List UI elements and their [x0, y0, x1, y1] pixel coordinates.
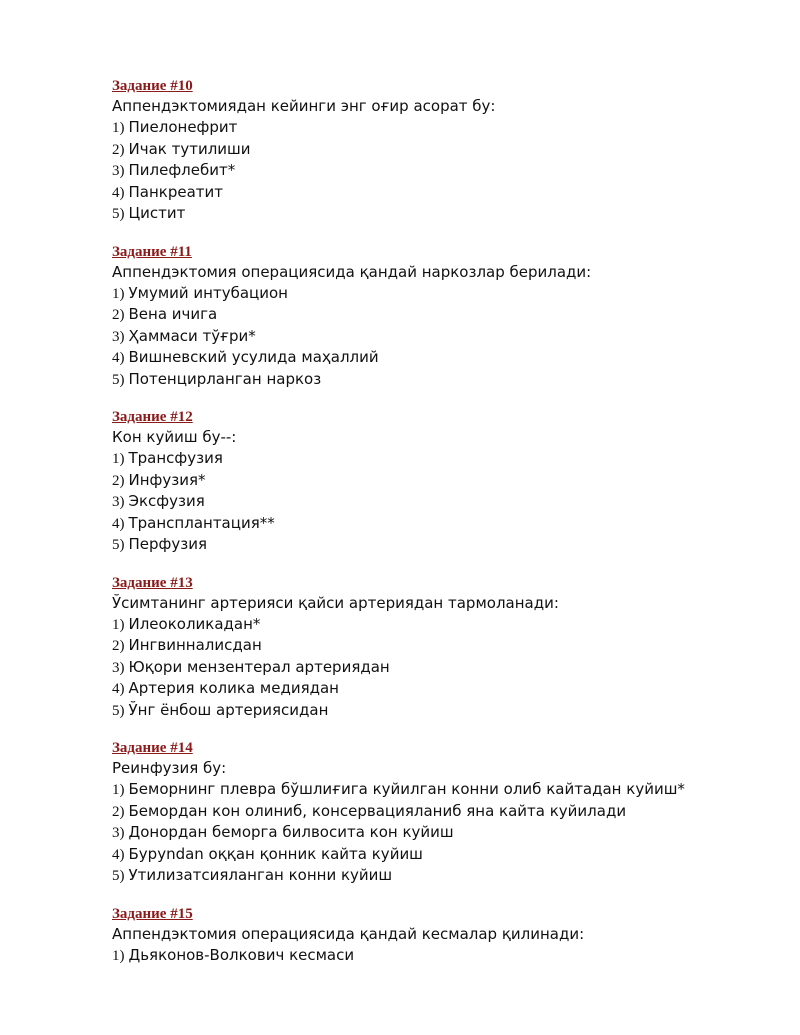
option-text: Перфузия: [128, 535, 207, 553]
option-number: 1): [112, 120, 125, 136]
task-11: [112, 242, 772, 391]
task-title: Задание #14: [112, 740, 193, 756]
task-12: [112, 407, 772, 556]
answer-option: [112, 844, 772, 866]
option-number: 5): [112, 371, 125, 388]
option-number: 5): [112, 868, 125, 884]
option-text: Ҳаммаси тўғри*: [128, 326, 256, 345]
answer-option: [112, 117, 772, 139]
option-text: Донордан беморга билвосита кон куйиш: [128, 823, 454, 841]
option-text: Дьяконов-Волкович кесмаси: [128, 945, 355, 964]
option-number: 3): [112, 494, 125, 510]
option-number: 2): [112, 141, 125, 158]
option-number: 4): [112, 846, 125, 863]
option-text: Панкреатит: [128, 182, 224, 201]
answer-option: [112, 203, 772, 225]
option-text: Беморнинг плевра бўшлиғига куйилган конни олиб кайтадан куйиш*: [128, 780, 685, 798]
answer-option: [112, 678, 772, 700]
option-number: 4): [112, 515, 125, 532]
task-10: [112, 76, 772, 225]
option-text: Потенцирланган наркоз: [128, 369, 322, 388]
option-text: Вишневский усулида маҳаллий: [128, 348, 379, 366]
task-question: Аппендэктомия операциясида қандай наркозлар берилади:: [112, 262, 592, 281]
answer-option: [112, 635, 772, 657]
option-number: 3): [112, 163, 125, 179]
answer-option: [112, 160, 772, 182]
answer-option: [112, 801, 772, 823]
option-number: 5): [112, 702, 125, 719]
answer-option: [112, 283, 772, 305]
option-number: 1): [112, 285, 125, 302]
answer-option: [112, 470, 772, 492]
task-title: Задание #13: [112, 574, 193, 591]
answer-option: [112, 347, 772, 369]
option-number: 2): [112, 307, 125, 323]
answer-option: [112, 779, 772, 801]
option-number: 3): [112, 328, 125, 345]
option-number: 1): [112, 451, 125, 467]
option-text: Бемордан кон олиниб, консервацияланиб яна кайта куйилади: [128, 801, 627, 820]
option-text: Пиелонефрит: [128, 118, 238, 136]
option-number: 3): [112, 659, 125, 676]
option-number: 1): [112, 616, 125, 633]
task-question: Ўсимтанинг артерияси қайси артериядан тармоланади:: [112, 593, 559, 612]
document-page: [112, 76, 772, 983]
task-question: Реинфузия бу:: [112, 759, 227, 777]
task-question: Кон куйиш бу--:: [112, 428, 237, 446]
answer-option: [112, 534, 772, 556]
option-text: Инфузия*: [128, 470, 206, 489]
option-number: 5): [112, 206, 125, 222]
option-text: Ўнг ёнбош артериясидан: [128, 700, 329, 719]
option-text: Ингвинналисдан: [128, 636, 262, 654]
option-text: Буруndan оққан қонник кайта куйиш: [128, 844, 423, 863]
option-text: Цистит: [128, 204, 186, 222]
option-text: Илеоколикадан*: [128, 614, 261, 633]
answer-option: [112, 491, 772, 513]
task-question: Аппендэктомия операциясида қандай кесмалар қилинади:: [112, 924, 585, 943]
option-number: 2): [112, 803, 125, 820]
task-question: Аппендэктомиядан кейинги энг оғир асорат бу:: [112, 97, 496, 115]
answer-option: [112, 614, 772, 636]
answer-option: [112, 369, 772, 391]
answer-option: [112, 513, 772, 535]
answer-option: [112, 304, 772, 326]
option-text: Эксфузия: [128, 492, 205, 510]
option-text: Умумий интубацион: [128, 283, 288, 302]
answer-option: [112, 700, 772, 722]
task-title: Задание #10: [112, 78, 193, 94]
answer-option: [112, 139, 772, 161]
task-title: Задание #12: [112, 409, 193, 425]
option-text: Вена ичига: [128, 305, 218, 323]
task-15: [112, 904, 772, 967]
task-14: [112, 738, 772, 887]
option-number: 4): [112, 184, 125, 201]
answer-option: [112, 182, 772, 204]
option-number: 1): [112, 782, 125, 798]
option-text: Трансфузия: [128, 449, 223, 467]
answer-option: [112, 657, 772, 679]
option-text: Трансплантация**: [128, 513, 275, 532]
option-text: Пилефлебит*: [128, 161, 236, 179]
option-number: 4): [112, 350, 125, 366]
answer-option: [112, 326, 772, 348]
task-title: Задание #11: [112, 243, 192, 260]
option-number: 1): [112, 947, 125, 964]
answer-option: [112, 822, 772, 844]
task-13: [112, 573, 772, 722]
answer-option: [112, 945, 772, 967]
answer-option: [112, 448, 772, 470]
option-number: 3): [112, 825, 125, 841]
option-text: Юқори мензентерал артериядан: [128, 657, 390, 676]
option-text: Артерия колика медиядан: [128, 679, 339, 697]
answer-option: [112, 865, 772, 887]
option-text: Утилизатсияланган конни куйиш: [128, 866, 393, 884]
option-number: 5): [112, 537, 125, 553]
task-title: Задание #15: [112, 905, 193, 922]
option-number: 2): [112, 472, 125, 489]
option-text: Ичак тутилиши: [128, 139, 251, 158]
option-number: 2): [112, 638, 125, 654]
option-number: 4): [112, 681, 125, 697]
